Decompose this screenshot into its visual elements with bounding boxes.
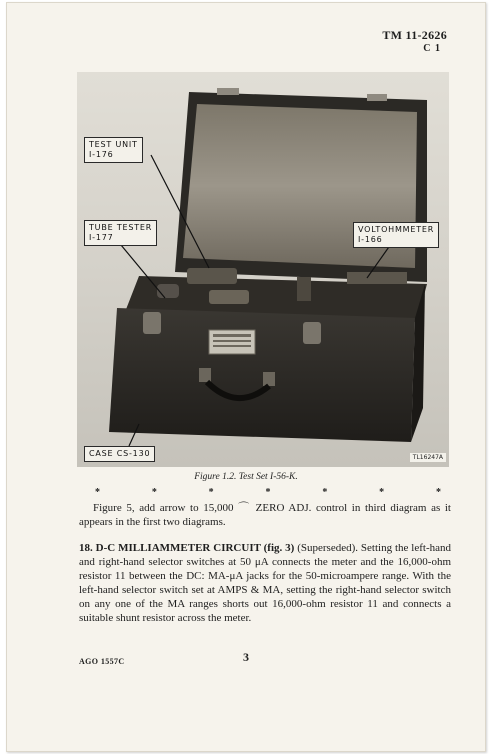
separator-star: * xyxy=(379,487,385,498)
paragraph-18 xyxy=(79,541,451,625)
ago-number: AGO 1557C xyxy=(79,657,125,666)
separator-star: * xyxy=(265,487,271,498)
section-text: (Superseded). Setting the left-hand and right-hand selector switches at 50 μA connects the meter and the 16,000-ohm resistor 11 between the DC: MA-μA jacks for the 50-microampere range. With the left-hand selector switch set at AMPS & MA, setting the right-hand selector switch on any one of the MA ranges shorts out 16,000-ohm resistor 11 and connects a suitable shunt resistor across the meter. xyxy=(79,542,451,624)
tm-number: TM 11-2626 xyxy=(382,28,447,42)
separator-star: * xyxy=(151,487,157,498)
test-unit-label: TEST UNIT I-176 xyxy=(84,137,143,163)
photo-id: TL16247A xyxy=(410,453,446,462)
separator-star: * xyxy=(435,487,441,498)
separator-star: * xyxy=(95,487,100,498)
separator xyxy=(95,487,441,498)
case-label: CASE CS-130 xyxy=(84,446,155,462)
paragraph-figure5: Figure 5, add arrow to 15,000 ⌒ ZERO ADJ. control in third diagram as it appears in the first two diagrams. xyxy=(79,502,451,528)
section-heading: 18. D-C MILLIAMMETER CIRCUIT (fig. 3) xyxy=(79,542,295,554)
change-number: C 1 xyxy=(423,43,441,54)
voltohmmeter-label: VOLTOHMMETER I-166 xyxy=(353,222,439,248)
document-page xyxy=(6,2,486,752)
figure-caption: Figure 1.2. Test Set I-56-K. xyxy=(194,472,298,482)
separator-star: * xyxy=(322,487,328,498)
tube-tester-label: TUBE TESTER I-177 xyxy=(84,220,157,246)
figure-photo xyxy=(77,72,449,467)
separator-star: * xyxy=(208,487,214,498)
page-number: 3 xyxy=(243,650,249,664)
test-set-illustration xyxy=(77,72,449,467)
